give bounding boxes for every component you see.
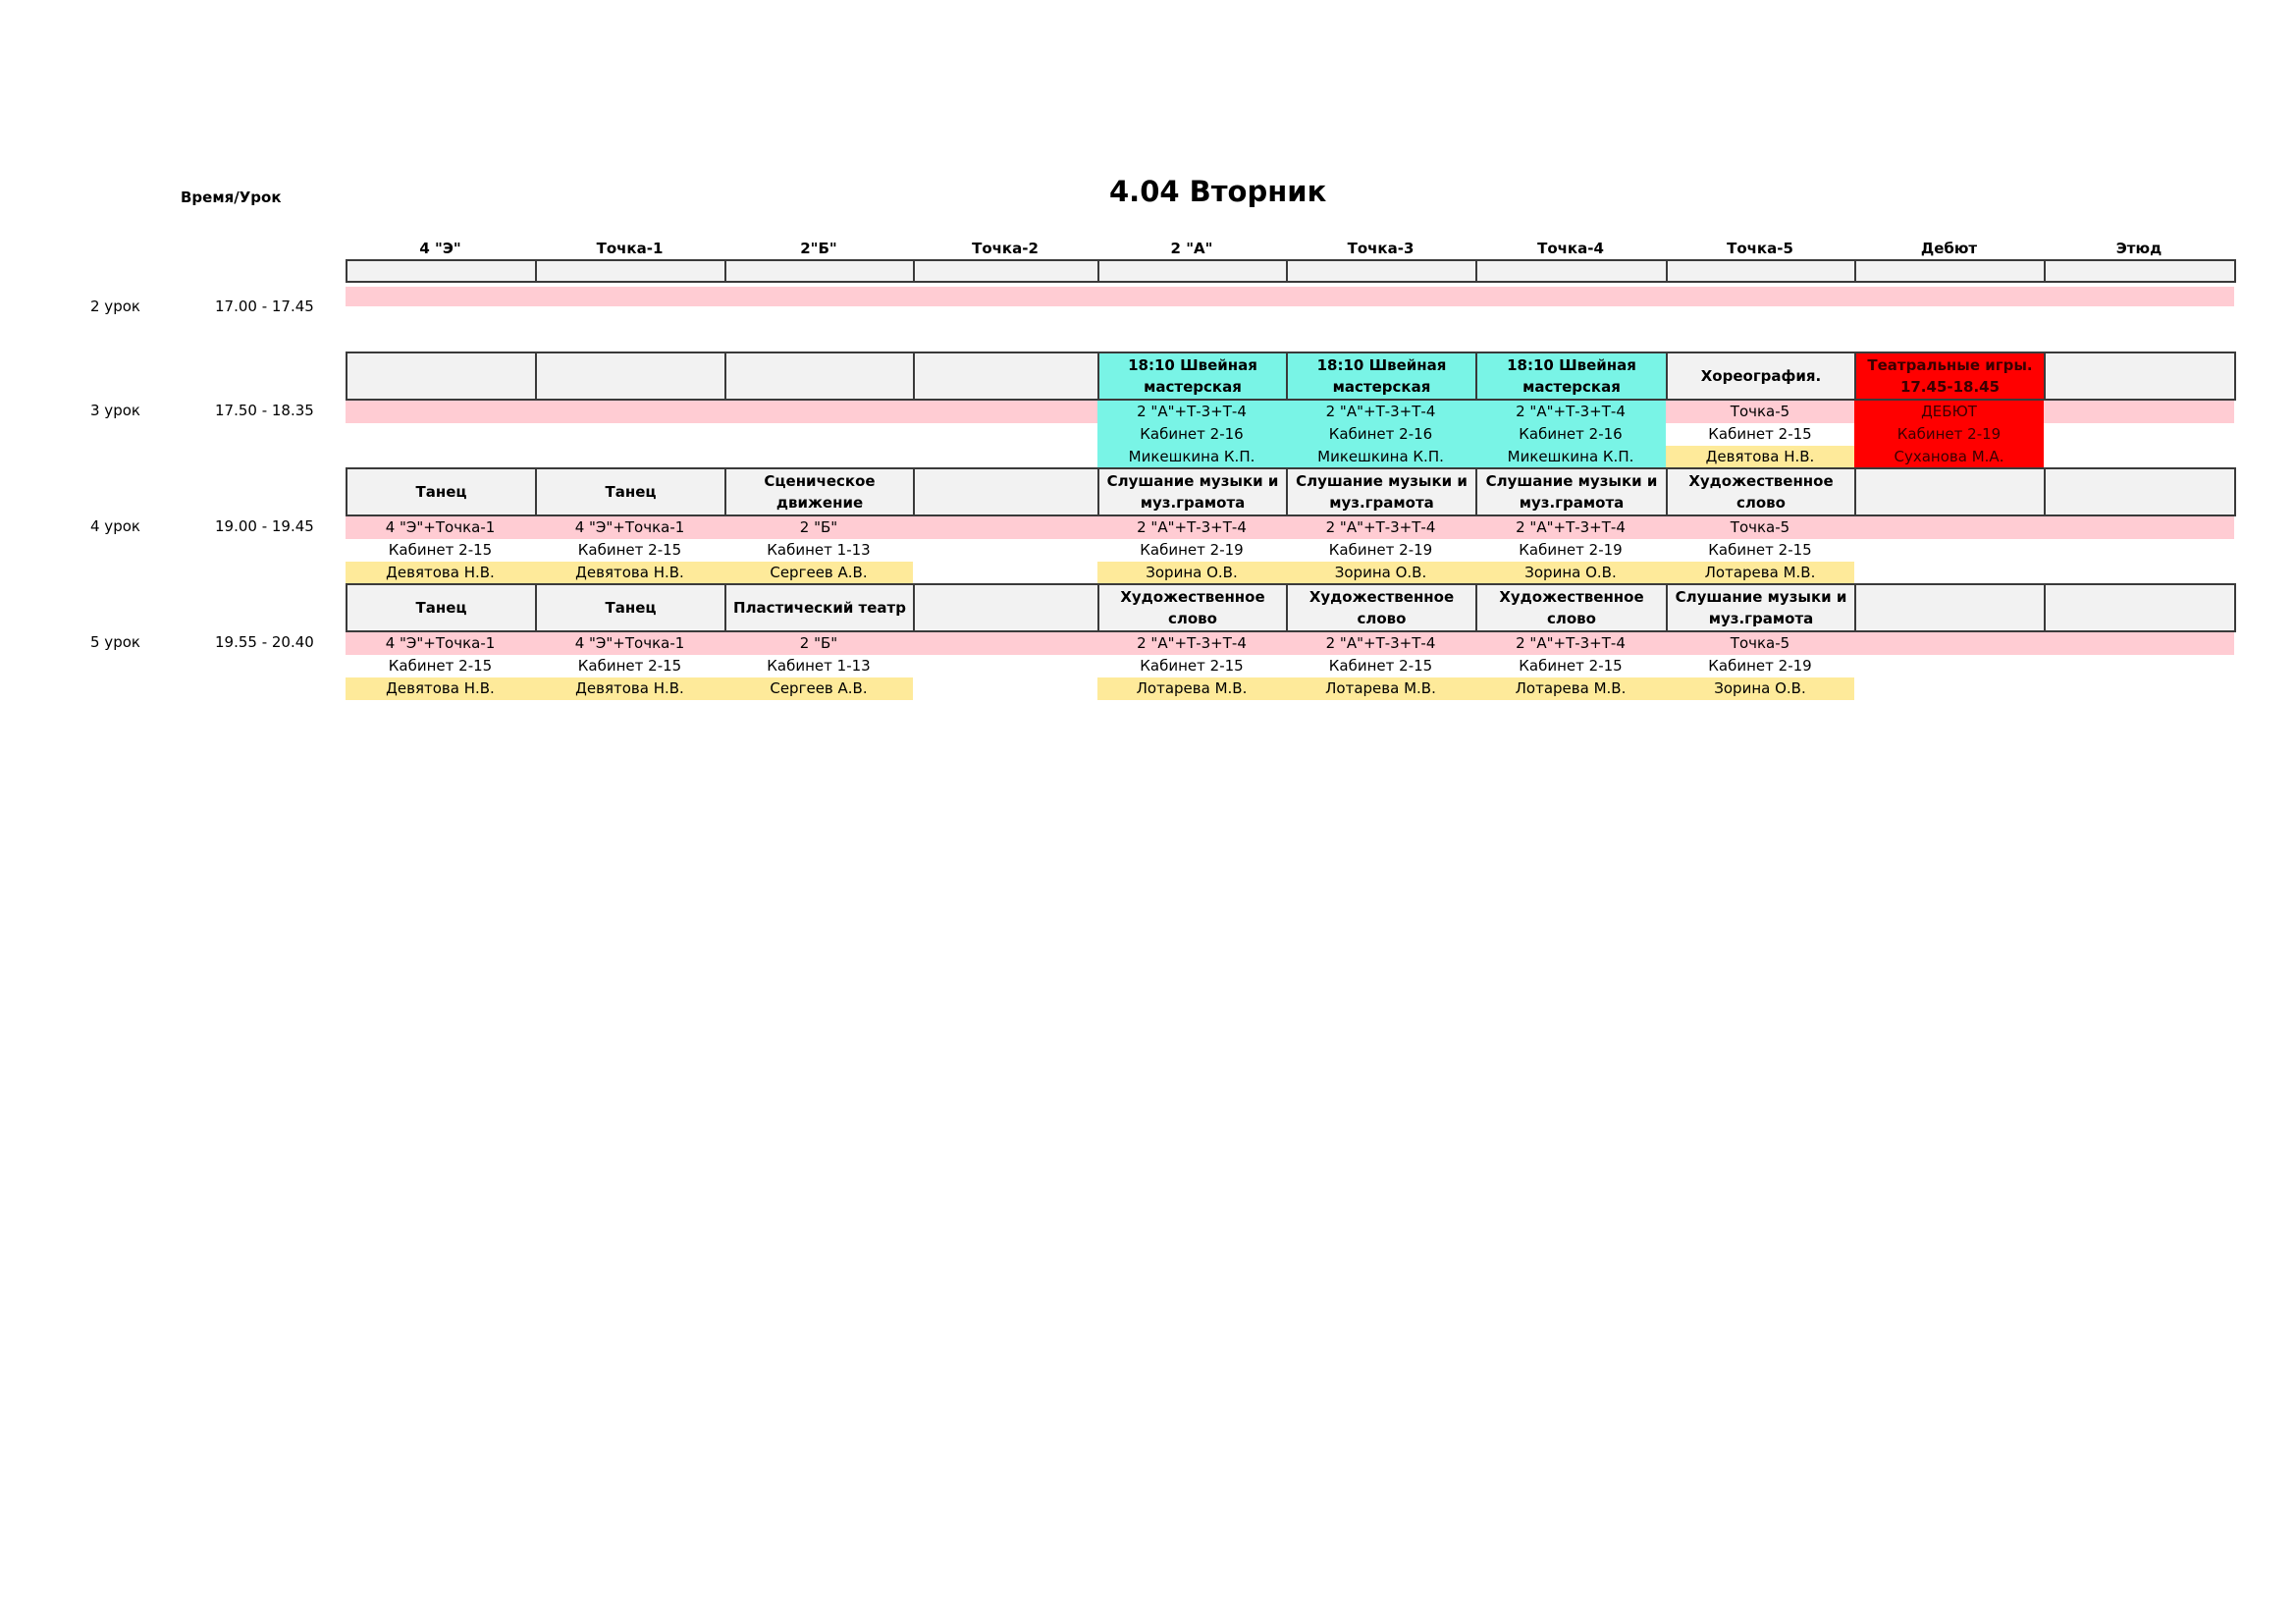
group-label: 2 "А"+Т-3+Т-4 xyxy=(1286,401,1475,423)
teacher-label: Девятова Н.В. xyxy=(535,677,724,700)
room-label: Кабинет 1-13 xyxy=(767,657,871,675)
room-label: Кабинет 2-15 xyxy=(1519,657,1623,675)
page-title: 4.04 Вторник xyxy=(1109,175,1327,208)
subject-cell[interactable]: Пластический театр xyxy=(733,599,906,617)
group-label: 4 "Э"+Точка-1 xyxy=(574,518,685,536)
group-label: 2 "А"+Т-3+Т-4 xyxy=(1137,518,1247,536)
group-label: 4 "Э"+Точка-1 xyxy=(385,518,496,536)
schedule-cell[interactable] xyxy=(2044,583,2236,632)
schedule-cell[interactable] xyxy=(1666,259,1856,283)
subject-cell[interactable]: Художественное слово xyxy=(1120,588,1265,627)
teacher-label: Девятова Н.В. xyxy=(346,677,535,700)
schedule-cell[interactable] xyxy=(1097,259,1288,283)
room-label: Кабинет 1-13 xyxy=(767,541,871,559)
group-label: 2 "А"+Т-3+Т-4 xyxy=(1097,401,1286,423)
teacher-label: Суханова М.А. xyxy=(1854,446,2044,468)
teacher-label: Зорина О.В. xyxy=(1475,562,1666,584)
subject-cell[interactable]: 18:10 Швейная мастерская xyxy=(1099,353,1286,399)
group-label: Точка-5 xyxy=(1730,634,1790,652)
column-header: 2"Б" xyxy=(800,240,837,257)
group-label: 2 "А"+Т-3+Т-4 xyxy=(1325,634,1436,652)
column-header: Точка-1 xyxy=(596,240,664,257)
subject-cell[interactable]: Художественное слово xyxy=(1308,588,1455,627)
schedule-cell[interactable] xyxy=(1854,583,2046,632)
room-label: Кабинет 2-15 xyxy=(577,541,682,559)
subject-cell[interactable]: Слушание музыки и муз.грамота xyxy=(1675,588,1847,627)
subject-cell[interactable]: Слушание музыки и муз.грамота xyxy=(1485,472,1658,512)
schedule-cell[interactable] xyxy=(2044,259,2236,283)
schedule-cell[interactable] xyxy=(1854,467,2046,516)
group-label: 2 "А"+Т-3+Т-4 xyxy=(1475,401,1666,423)
lesson-time: 19.55 - 20.40 xyxy=(215,633,314,651)
subject-cell[interactable]: Хореография. xyxy=(1700,367,1822,385)
subject-cell[interactable]: Слушание музыки и муз.грамота xyxy=(1106,472,1279,512)
room-label: Кабинет 2-16 xyxy=(1475,423,1666,446)
subject-cell[interactable]: 18:10 Швейная мастерская xyxy=(1477,353,1666,399)
schedule-cell[interactable] xyxy=(535,352,726,401)
room-label: Кабинет 2-15 xyxy=(1140,657,1244,675)
room-label: Кабинет 2-15 xyxy=(1708,541,1812,559)
subject-cell[interactable]: Художественное слово xyxy=(1688,472,1834,512)
column-header: Точка-2 xyxy=(972,240,1039,257)
room-label: Кабинет 2-19 xyxy=(1519,541,1623,559)
column-header: Точка-5 xyxy=(1727,240,1793,257)
column-header: 4 "Э" xyxy=(419,240,461,257)
room-label: Кабинет 2-19 xyxy=(1140,541,1244,559)
group-label: 2 "А"+Т-3+Т-4 xyxy=(1325,518,1436,536)
subject-cell[interactable]: Слушание музыки и муз.грамота xyxy=(1296,472,1468,512)
group-label: 2 "А"+Т-3+Т-4 xyxy=(1137,634,1247,652)
schedule-cell[interactable] xyxy=(913,467,1099,516)
schedule-cell[interactable] xyxy=(913,259,1099,283)
teacher-label: Зорина О.В. xyxy=(1666,677,1854,700)
lesson-time: 17.00 - 17.45 xyxy=(215,298,314,315)
column-header: 2 "А" xyxy=(1170,240,1213,257)
room-label: Кабинет 2-15 xyxy=(1708,425,1812,443)
room-label: Кабинет 2-16 xyxy=(1286,423,1475,446)
group-label: Точка-5 xyxy=(1730,518,1790,536)
group-label: 4 "Э"+Точка-1 xyxy=(385,634,496,652)
room-label: Кабинет 2-15 xyxy=(388,541,493,559)
schedule-cell[interactable] xyxy=(913,583,1099,632)
lesson-label: 4 урок xyxy=(90,517,140,535)
teacher-label: Зорина О.В. xyxy=(1097,562,1286,584)
subject-cell[interactable]: Танец xyxy=(605,483,657,501)
subject-cell[interactable]: 18:10 Швейная мастерская xyxy=(1288,353,1475,399)
column-header: Точка-4 xyxy=(1537,240,1604,257)
schedule-cell[interactable] xyxy=(1854,259,2046,283)
column-header: Дебют xyxy=(1920,240,1978,257)
room-label: Кабинет 2-19 xyxy=(1708,657,1812,675)
group-label: 2 "Б" xyxy=(799,634,838,652)
teacher-label: Девятова Н.В. xyxy=(1666,446,1854,468)
group-label: 2 "Б" xyxy=(799,518,838,536)
room-label: Кабинет 2-19 xyxy=(1854,423,2044,446)
column-header: Этюд xyxy=(2115,240,2163,257)
room-label: Кабинет 2-19 xyxy=(1328,541,1433,559)
subject-cell[interactable]: Танец xyxy=(415,599,467,617)
schedule-cell[interactable] xyxy=(535,259,726,283)
group-row xyxy=(346,287,2234,306)
teacher-label: Лотарева М.В. xyxy=(1097,677,1286,700)
schedule-cell[interactable] xyxy=(2044,467,2236,516)
schedule-cell[interactable] xyxy=(2044,352,2236,401)
lesson-label: 3 урок xyxy=(90,402,140,419)
schedule-cell[interactable] xyxy=(1475,259,1668,283)
room-label: Кабинет 2-15 xyxy=(388,657,493,675)
lesson-label: 5 урок xyxy=(90,633,140,651)
schedule-cell[interactable] xyxy=(346,259,537,283)
schedule-cell[interactable] xyxy=(346,352,537,401)
teacher-label: Девятова Н.В. xyxy=(346,562,535,584)
schedule-cell[interactable] xyxy=(913,352,1099,401)
lesson-time: 17.50 - 18.35 xyxy=(215,402,314,419)
group-label: ДЕБЮТ xyxy=(1854,401,2044,423)
room-label: Кабинет 2-16 xyxy=(1097,423,1286,446)
teacher-label: Сергеев А.В. xyxy=(724,677,913,700)
subject-cell[interactable]: Танец xyxy=(605,599,657,617)
column-header: Точка-3 xyxy=(1347,240,1415,257)
schedule-cell[interactable] xyxy=(1286,259,1477,283)
time-lesson-label: Время/Урок xyxy=(181,189,282,206)
teacher-label: Микешкина К.П. xyxy=(1286,446,1475,468)
room-label: Кабинет 2-15 xyxy=(577,657,682,675)
teacher-label: Лотарева М.В. xyxy=(1666,562,1854,584)
group-label: 2 "А"+Т-3+Т-4 xyxy=(1516,518,1626,536)
subject-cell[interactable]: Сценическое движение xyxy=(764,472,876,512)
subject-cell[interactable]: Художественное слово xyxy=(1499,588,1644,627)
subject-cell[interactable]: Танец xyxy=(415,483,467,501)
subject-cell[interactable]: Театральные игры. 17.45-18.45 xyxy=(1856,353,2044,399)
lesson-label: 2 урок xyxy=(90,298,140,315)
lesson-time: 19.00 - 19.45 xyxy=(215,517,314,535)
schedule-cell[interactable] xyxy=(724,352,915,401)
teacher-label: Лотарева М.В. xyxy=(1475,677,1666,700)
teacher-label: Девятова Н.В. xyxy=(535,562,724,584)
group-label: 2 "А"+Т-3+Т-4 xyxy=(1516,634,1626,652)
teacher-label: Сергеев А.В. xyxy=(724,562,913,584)
group-label: 4 "Э"+Точка-1 xyxy=(574,634,685,652)
teacher-label: Микешкина К.П. xyxy=(1475,446,1666,468)
room-label: Кабинет 2-15 xyxy=(1328,657,1433,675)
teacher-label: Зорина О.В. xyxy=(1286,562,1475,584)
teacher-label: Лотарева М.В. xyxy=(1286,677,1475,700)
schedule-cell[interactable] xyxy=(724,259,915,283)
teacher-label: Микешкина К.П. xyxy=(1097,446,1286,468)
group-label: Точка-5 xyxy=(1730,403,1790,420)
